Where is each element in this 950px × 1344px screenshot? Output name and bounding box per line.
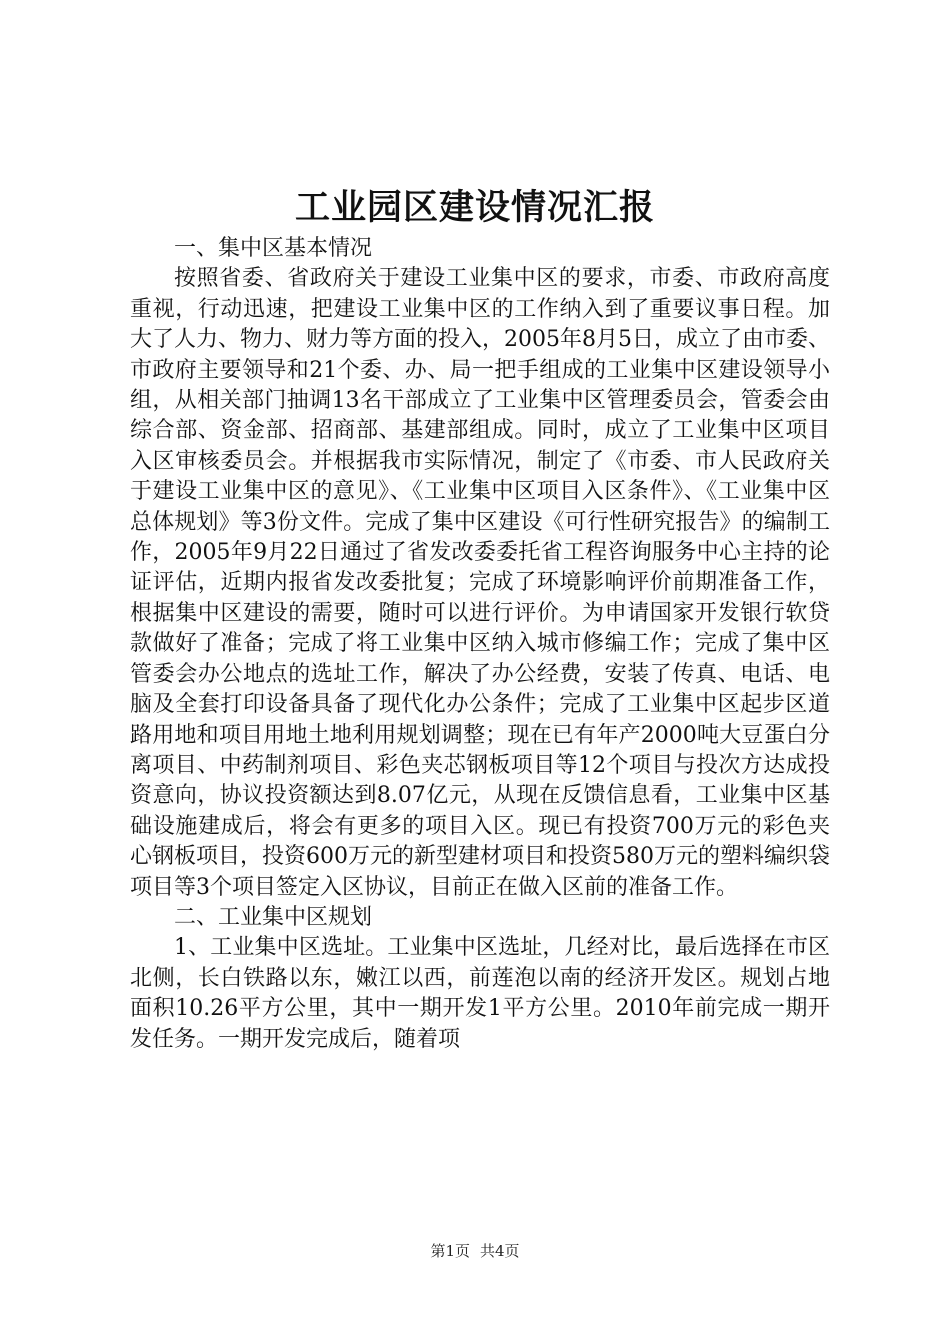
body-paragraph-2: 1、工业集中区选址。工业集中区选址，几经对比，最后选择在市区北侧，长白铁路以东，嫩江以西，前莲泡以南的经济开发区。规划占地面积10.26平方公里，其中一期开发1平方公里。2010年前完成一期开发任务。一期开发完成后，随着项 [130,935,830,1052]
body-paragraph-1: 按照省委、省政府关于建设工业集中区的要求，市委、市政府高度重视，行动迅速，把建设工业集中区的工作纳入到了重要议事日程。加大了人力、物力、财力等方面的投入，2005年8月5日，成立了由市委、市政府主要领导和21个委、办、局一把手组成的工业集中区建设领导小组，从相关部门抽调13名干部成立了工业集中区管理委员会，管委会由综合部、资金部、招商部、基建部组成。同时，成立了工业集中区项目入区审核委员会。并根据我市实际情况，制定了《市委、市人民政府关于建设工业集中区的意见》、《工业集中区项目入区条件》、《工业集中区总体规划》等3份文件。完成了集中区建设《可行性研究报告》的编制工作，2005年9月22日通过了省发改委委托省工程咨询服务中心主持的论证评估，近期内报省发改委批复；完成了环境影响评价前期准备工作，根据集中区建设的需要，随时可以进行评价。为申请国家开发银行软贷款做好了准备；完成了将工业集中区纳入城市修编工作；完成了集中区管委会办公地点的选址工作，解决了办公经费，安装了传真、电话、电脑及全套打印设备具备了现代化办公条件；完成了工业集中区起步区道路用地和项目用地土地利用规划调整；现在已有年产2000吨大豆蛋白分离项目、中药制剂项目、彩色夹芯钢板项目等12个项目与投次方达成投资意向，协议投资额达到8.07亿元，从现在反馈信息看，工业集中区基础设施建成后，将会有更多的项目入区。现已有投资700万元的彩色夹心钢板项目，投资600万元的新型建材项目和投资580万元的塑料编织袋项目等3个项目签定入区协议，目前正在做入区前的准备工作。 [130,266,830,900]
document-body [130,234,830,1055]
page-footer [0,1240,950,1262]
section-heading-2: 二、工业集中区规划 [174,904,373,930]
document-title: 工业园区建设情况汇报 [294,187,655,228]
page-number: 第1页 [430,1242,470,1260]
total-pages: 共4页 [480,1242,520,1260]
section-heading-1: 一、集中区基本情况 [174,236,373,261]
